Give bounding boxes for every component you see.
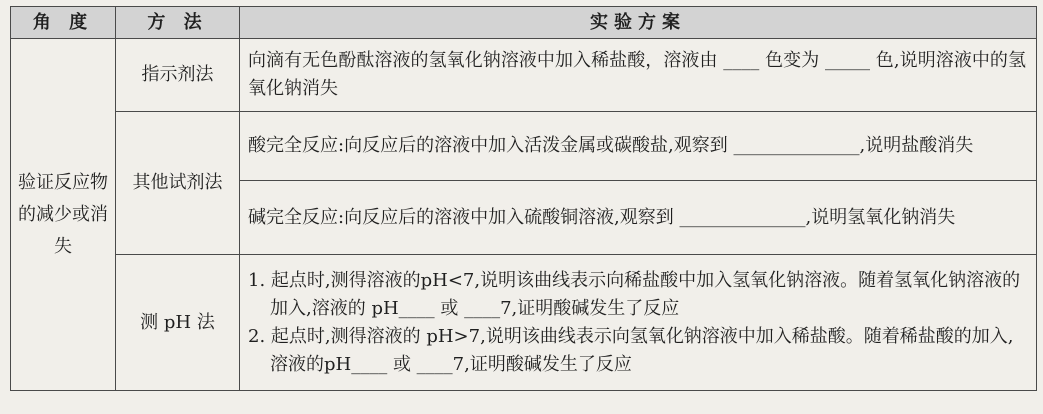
angle-cell: 验证反应物的减少或消失	[11, 39, 116, 391]
plan-base	[240, 181, 1037, 255]
table-header-row	[11, 7, 1037, 39]
header-plan: 实验方案	[240, 7, 1037, 39]
ph-item-1: 1. 起点时,测得溶液的pH<7,说明该曲线表示向稀盐酸中加入氢氧化钠溶液。随着氢氧化钠溶液的加入,溶液的 pH____ 或 ____7,证明酸碱发生了反应	[248, 269, 1021, 319]
plan-ph	[240, 255, 1037, 391]
ph-item-2: 2. 起点时,测得溶液的 pH>7,说明该曲线表示向氢氧化钠溶液中加入稀盐酸。随着稀盐酸的加入,溶液的pH____ 或 ____7,证明酸碱发生了反应	[248, 325, 1014, 375]
method-ph: 测 pH 法	[116, 255, 240, 391]
plan-acid-text: 酸完全反应:向反应后的溶液中加入活泼金属或碳酸盐,观察到 ______________,说明盐酸消失	[248, 135, 974, 156]
method-indicator: 指示剂法	[116, 39, 240, 112]
table-row-indicator	[11, 39, 1037, 112]
experiment-plan-table	[10, 6, 1037, 391]
plan-indicator	[240, 39, 1037, 112]
table-row-other-acid	[11, 112, 1037, 181]
plan-base-text: 碱完全反应:向反应后的溶液中加入硫酸铜溶液,观察到 ______________,说明氢氧化钠消失	[248, 206, 956, 228]
plan-indicator-text: 向滴有无色酚酞溶液的氢氧化钠溶液中加入稀盐酸，溶液由 ____ 色变为 _____ 色,说明溶液中的氢氧化钠消失	[248, 50, 1026, 99]
method-other-reagent: 其他试剂法	[116, 112, 240, 255]
header-method: 方 法	[116, 7, 240, 39]
plan-acid	[240, 112, 1037, 181]
header-angle: 角 度	[11, 7, 116, 39]
table-row-ph	[11, 255, 1037, 391]
